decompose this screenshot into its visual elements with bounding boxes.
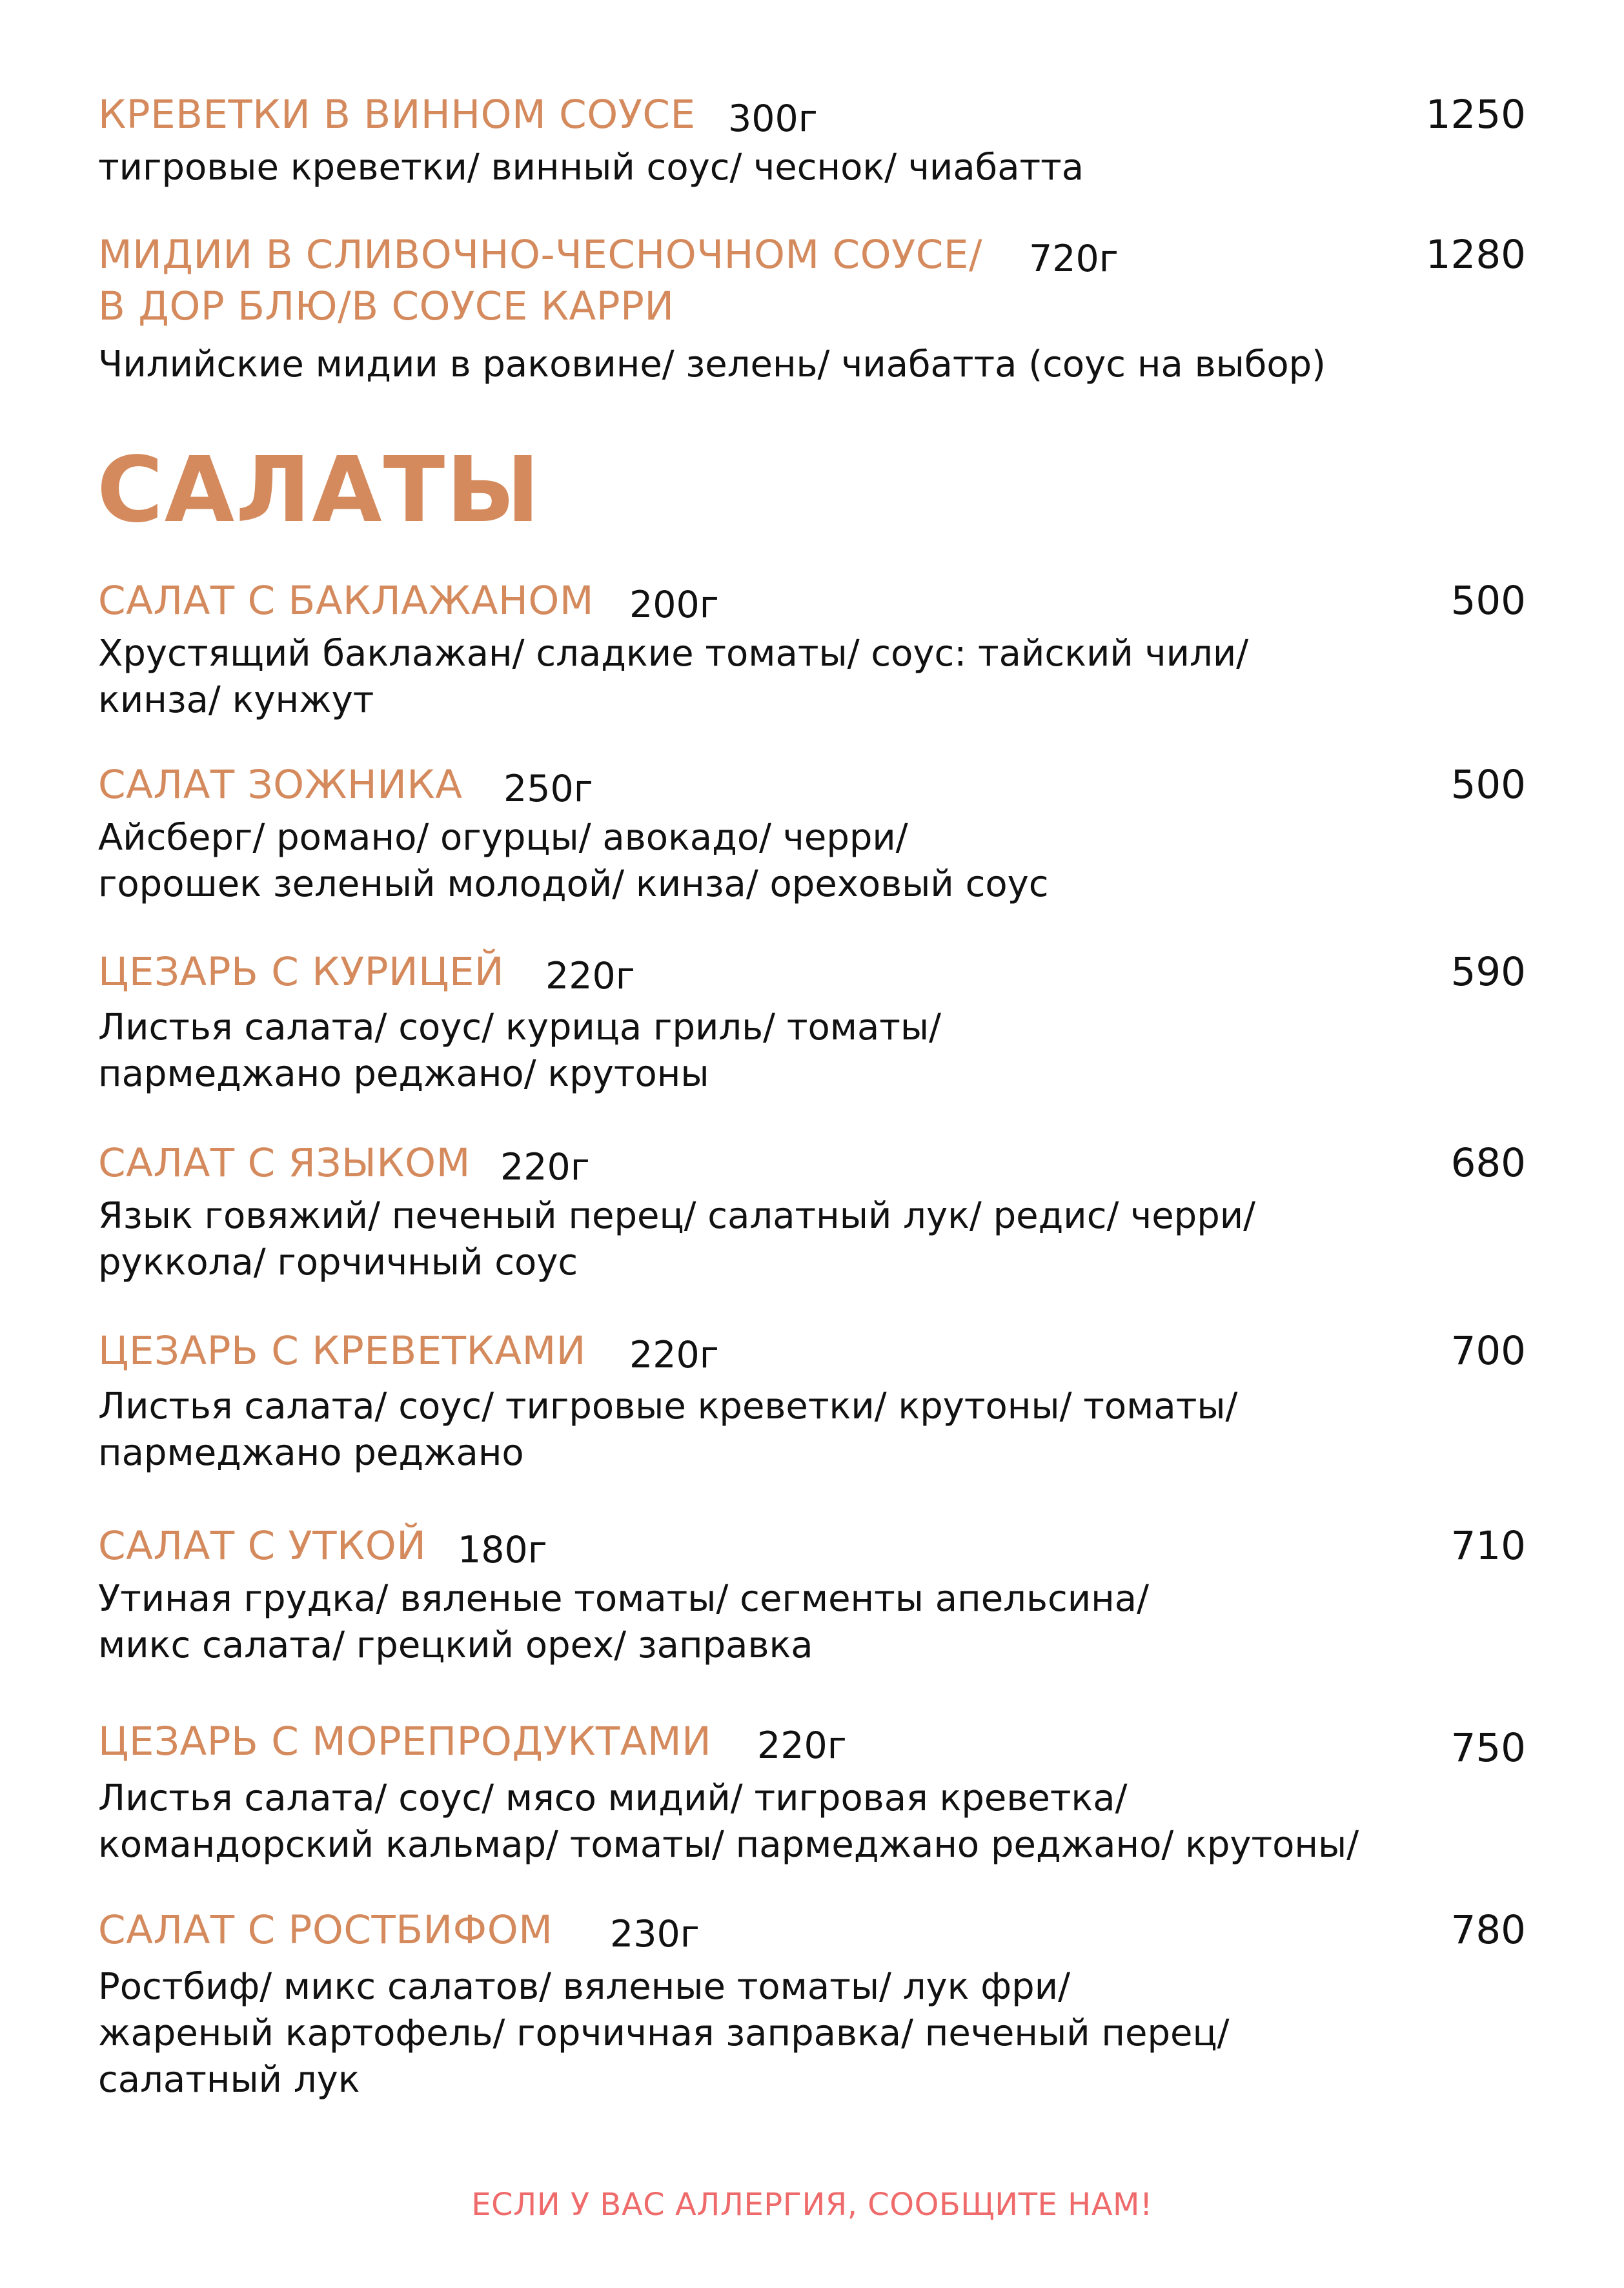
menu-item-price: 1280 (1425, 232, 1526, 278)
menu-item-name: САЛАТ С РОСТБИФОМ (98, 1907, 553, 1953)
description-line: Айсберг/ романо/ огурцы/ авокадо/ черри/ (98, 817, 908, 859)
menu-item-weight: 220г (757, 1724, 847, 1767)
menu-item-description (98, 1964, 1526, 2103)
description-line: пармеджано реджано/ крутоны (98, 1053, 709, 1095)
menu-item-name-line1: МИДИИ В СЛИВОЧНО-ЧЕСНОЧНОМ СОУСЕ/ (98, 232, 982, 278)
menu-item-price: 750 (1450, 1725, 1526, 1771)
menu-item-duck-salad (98, 1520, 1526, 1669)
description-line: командорский кальмар/ томаты/ пармеджано реджано/ крутоны/ (98, 1824, 1359, 1866)
menu-item-price: 700 (1450, 1328, 1526, 1374)
menu-item-description (98, 631, 1526, 724)
menu-item-price: 1250 (1425, 92, 1526, 138)
menu-item-zozhnik-salad (98, 759, 1526, 908)
menu-item-name: ЦЕЗАРЬ С МОРЕПРОДУКТАМИ (98, 1719, 712, 1764)
description-line: пармеджано реджано (98, 1432, 524, 1474)
section-title-salads: САЛАТЫ (97, 438, 542, 543)
description-line: Чилийские мидии в раковине/ зелень/ чиабатта (соус на выбор) (98, 343, 1326, 385)
menu-item-roastbeef-salad (98, 1905, 1526, 2103)
menu-item-caesar-shrimp (98, 1325, 1526, 1476)
menu-item-price: 500 (1450, 762, 1526, 808)
menu-item-description (98, 342, 1526, 388)
menu-item-name: ЦЕЗАРЬ С КРЕВЕТКАМИ (98, 1328, 586, 1374)
menu-item-name: САЛАТ ЗОЖНИКА (98, 762, 463, 808)
description-line: Хрустящий баклажан/ сладкие томаты/ соус: тайский чили/ (98, 633, 1249, 675)
menu-item-caesar-chicken (98, 946, 1526, 1098)
menu-item-eggplant-salad (98, 575, 1526, 724)
description-line: Листья салата/ соус/ курица гриль/ томаты/ (98, 1006, 941, 1048)
description-line: горошек зеленый молодой/ кинза/ ореховый соус (98, 863, 1049, 905)
menu-item-weight: 220г (500, 1146, 590, 1189)
menu-item-weight: 720г (1029, 238, 1119, 280)
menu-item-price: 680 (1450, 1140, 1526, 1186)
menu-item-weight: 230г (610, 1913, 700, 1956)
description-line: салатный лук (98, 2059, 360, 2101)
menu-item-name: САЛАТ С БАКЛАЖАНОМ (98, 578, 594, 624)
description-line: тигровые креветки/ винный соус/ чеснок/ чиабатта (98, 147, 1084, 189)
menu-item-name: САЛАТ С ЯЗЫКОМ (98, 1140, 471, 1186)
menu-item-description (98, 1193, 1526, 1286)
menu-item-description (98, 145, 1526, 191)
description-line: Язык говяжий/ печеный перец/ салатный лук/ редис/ черри/ (98, 1195, 1256, 1237)
description-line: Листья салата/ соус/ тигровые креветки/ крутоны/ томаты/ (98, 1385, 1238, 1427)
menu-item-name (98, 229, 982, 332)
menu-item-caesar-seafood (98, 1716, 1526, 1868)
description-line: Листья салата/ соус/ мясо мидий/ тигровая креветка/ (98, 1777, 1128, 1819)
menu-item-description (98, 1576, 1526, 1669)
menu-item-weight: 220г (629, 1334, 719, 1376)
menu-item-name: САЛАТ С УТКОЙ (98, 1523, 427, 1569)
menu-item-price: 710 (1450, 1523, 1526, 1569)
description-line: руккола/ горчичный соус (98, 1241, 578, 1283)
allergy-note: ЕСЛИ У ВАС АЛЛЕРГИЯ, СООБЩИТЕ НАМ! (471, 2187, 1153, 2223)
menu-item-weight: 220г (545, 955, 635, 997)
menu-item-weight: 200г (629, 584, 719, 626)
menu-item-name-line2: В ДОР БЛЮ/В СОУСЕ КАРРИ (98, 283, 675, 329)
menu-item-mussels (98, 229, 1526, 388)
description-line: кинза/ кунжут (98, 679, 374, 721)
menu-item-weight: 250г (503, 768, 593, 810)
description-line: жареный картофель/ горчичная заправка/ печеный перец/ (98, 2012, 1230, 2054)
menu-item-weight: 180г (458, 1529, 547, 1571)
menu-item-price: 780 (1450, 1907, 1526, 1953)
description-line: микс салата/ грецкий орех/ заправка (98, 1624, 813, 1666)
menu-item-description (98, 1005, 1526, 1098)
description-line: Ростбиф/ микс салатов/ вяленые томаты/ лук фри/ (98, 1966, 1070, 2008)
menu-item-price: 500 (1450, 578, 1526, 624)
menu-item-name: ЦЕЗАРЬ С КУРИЦЕЙ (98, 949, 505, 995)
menu-item-tongue-salad (98, 1138, 1526, 1286)
description-line: Утиная грудка/ вяленые томаты/ сегменты апельсина/ (98, 1578, 1149, 1620)
menu-item-name: КРЕВЕТКИ В ВИННОМ СОУСЕ (98, 92, 696, 138)
menu-item-description (98, 1775, 1526, 1868)
menu-item-description (98, 1384, 1526, 1476)
menu-item-weight: 300г (728, 97, 818, 140)
menu-item-description (98, 815, 1526, 908)
menu-item-price: 590 (1450, 949, 1526, 995)
menu-item-shrimp-wine-sauce (98, 89, 1526, 191)
